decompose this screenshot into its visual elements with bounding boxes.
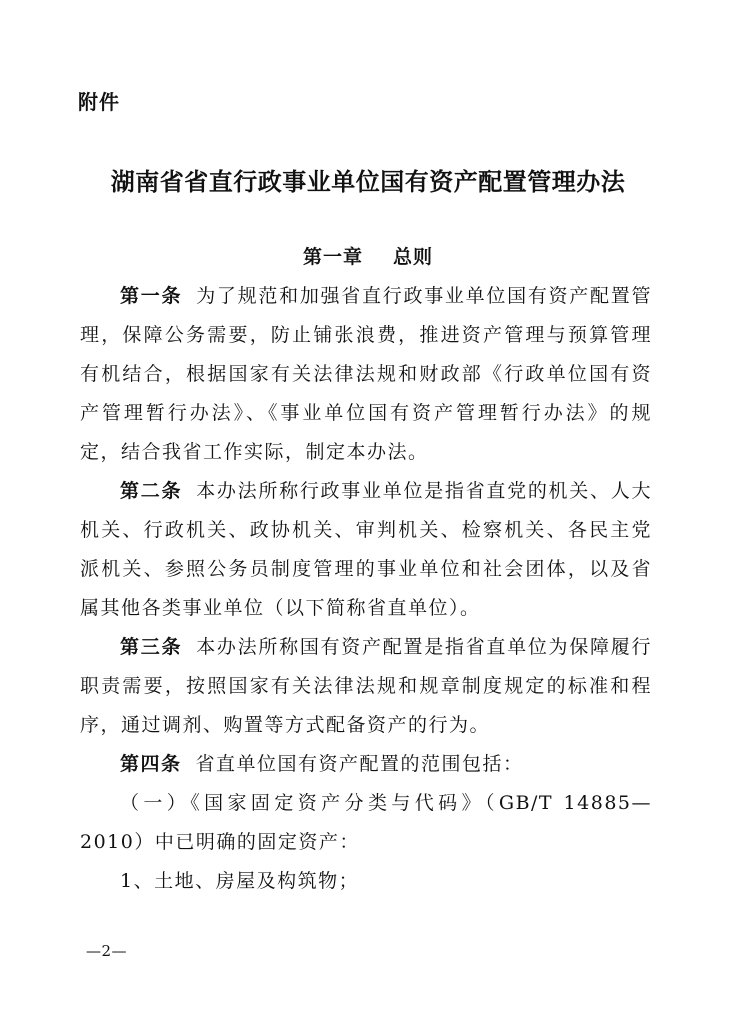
article-3-number: 第三条 xyxy=(120,636,183,658)
article-2 xyxy=(80,472,652,628)
article-1-text: 为了规范和加强省直行政事业单位国有资产配置管理，保障公务需要，防止铺张浪费，推进资产管理与预算管理有机结合，根据国家有关法律法规和财政部《行政单位国有资产管理暂行办法》、《事业单位国有资产管理暂行办法》的规定，结合我省工作实际，制定本办法。 xyxy=(80,285,652,463)
article-1 xyxy=(80,277,652,472)
item-1: （一）《国家固定资产分类与代码》（GB/T 14885—2010）中已明确的固定资产： xyxy=(80,792,652,853)
document-title: 湖南省省直行政事业单位国有资产配置管理办法 xyxy=(110,168,626,196)
chapter-name: 总则 xyxy=(393,246,434,268)
article-4 xyxy=(80,745,652,784)
item-2: 1、土地、房屋及构筑物； xyxy=(120,870,360,892)
article-2-number: 第二条 xyxy=(120,480,183,502)
chapter-heading xyxy=(0,242,736,269)
chapter-number: 第一章 xyxy=(302,246,363,268)
article-4-text: 省直单位国有资产配置的范围包括： xyxy=(195,753,524,775)
article-3-text: 本办法所称国有资产配置是指省直单位为保障履行职责需要，按照国家有关法律法规和规章制度规定的标准和程序，通过调剂、购置等方式配备资产的行为。 xyxy=(80,636,652,736)
article-1-number: 第一条 xyxy=(120,285,183,307)
article-4-number: 第四条 xyxy=(120,753,182,775)
attachment-label: 附件 xyxy=(78,90,120,114)
article-3 xyxy=(80,628,652,745)
page-number: —2— xyxy=(86,942,128,960)
article-2-text: 本办法所称行政事业单位是指省直党的机关、人大机关、行政机关、政协机关、审判机关、检察机关、各民主党派机关、参照公务员制度管理的事业单位和社会团体，以及省属其他各类事业单位（以下简称省直单位）。 xyxy=(80,480,652,619)
